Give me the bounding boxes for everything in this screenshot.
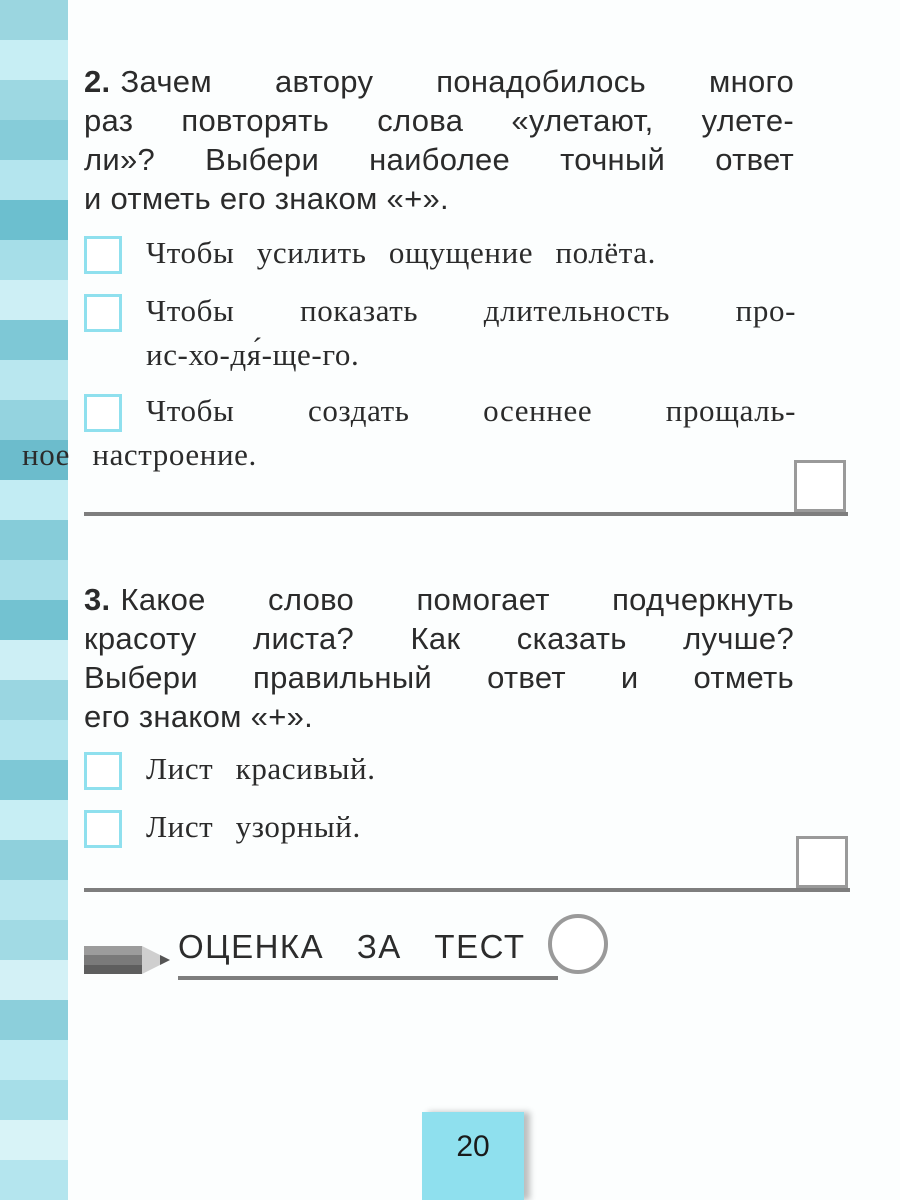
question-3-number: 3.: [84, 582, 111, 617]
test-grade-underline: [178, 976, 558, 980]
answer-checkbox[interactable]: [84, 752, 122, 790]
option-text-continued: ное настроение.: [22, 437, 257, 472]
question-2-line: ли»? Выбери наиболее точный ответ: [84, 142, 794, 177]
question-3-line: Какое слово помогает подчеркнуть: [120, 582, 794, 617]
option-text: Чтобы показать длительность про-: [146, 293, 796, 328]
section-divider: [84, 888, 850, 892]
answer-checkbox[interactable]: [84, 236, 122, 274]
question-3-line: красоту листа? Как сказать лучше?: [84, 621, 794, 656]
section-divider: [84, 512, 848, 516]
pencil-icon: [84, 928, 174, 992]
question-3-line: его знаком «+».: [84, 699, 314, 734]
option-text: Лист узорный.: [146, 809, 361, 844]
question-2-number: 2.: [84, 64, 111, 99]
answer-checkbox[interactable]: [84, 810, 122, 848]
score-box[interactable]: [796, 836, 848, 888]
option-text-continued: ис-хо-дя́-ще-го.: [146, 337, 360, 372]
option-text: Лист красивый.: [146, 751, 376, 786]
question-2-line: раз повторять слова «улетают, улете-: [84, 103, 794, 138]
answer-checkbox[interactable]: [84, 394, 122, 432]
left-margin-stripes: [0, 0, 68, 1200]
grade-circle[interactable]: [548, 914, 608, 974]
option-text: Чтобы усилить ощущение полёта.: [146, 235, 657, 270]
question-2-line: и отметь его знаком «+».: [84, 181, 449, 216]
score-box[interactable]: [794, 460, 846, 512]
test-grade-label: ОЦЕНКА ЗА ТЕСТ: [178, 928, 526, 965]
page-number-tab: [422, 1112, 524, 1200]
question-2-line: Зачем автору понадобилось много: [120, 64, 794, 99]
option-text: Чтобы создать осеннее прощаль-: [146, 393, 796, 428]
answer-checkbox[interactable]: [84, 294, 122, 332]
question-3: [84, 580, 794, 736]
page-number: 20: [456, 1130, 490, 1163]
question-2: [84, 62, 794, 218]
question-3-line: Выбери правильный ответ и отметь: [84, 660, 794, 695]
